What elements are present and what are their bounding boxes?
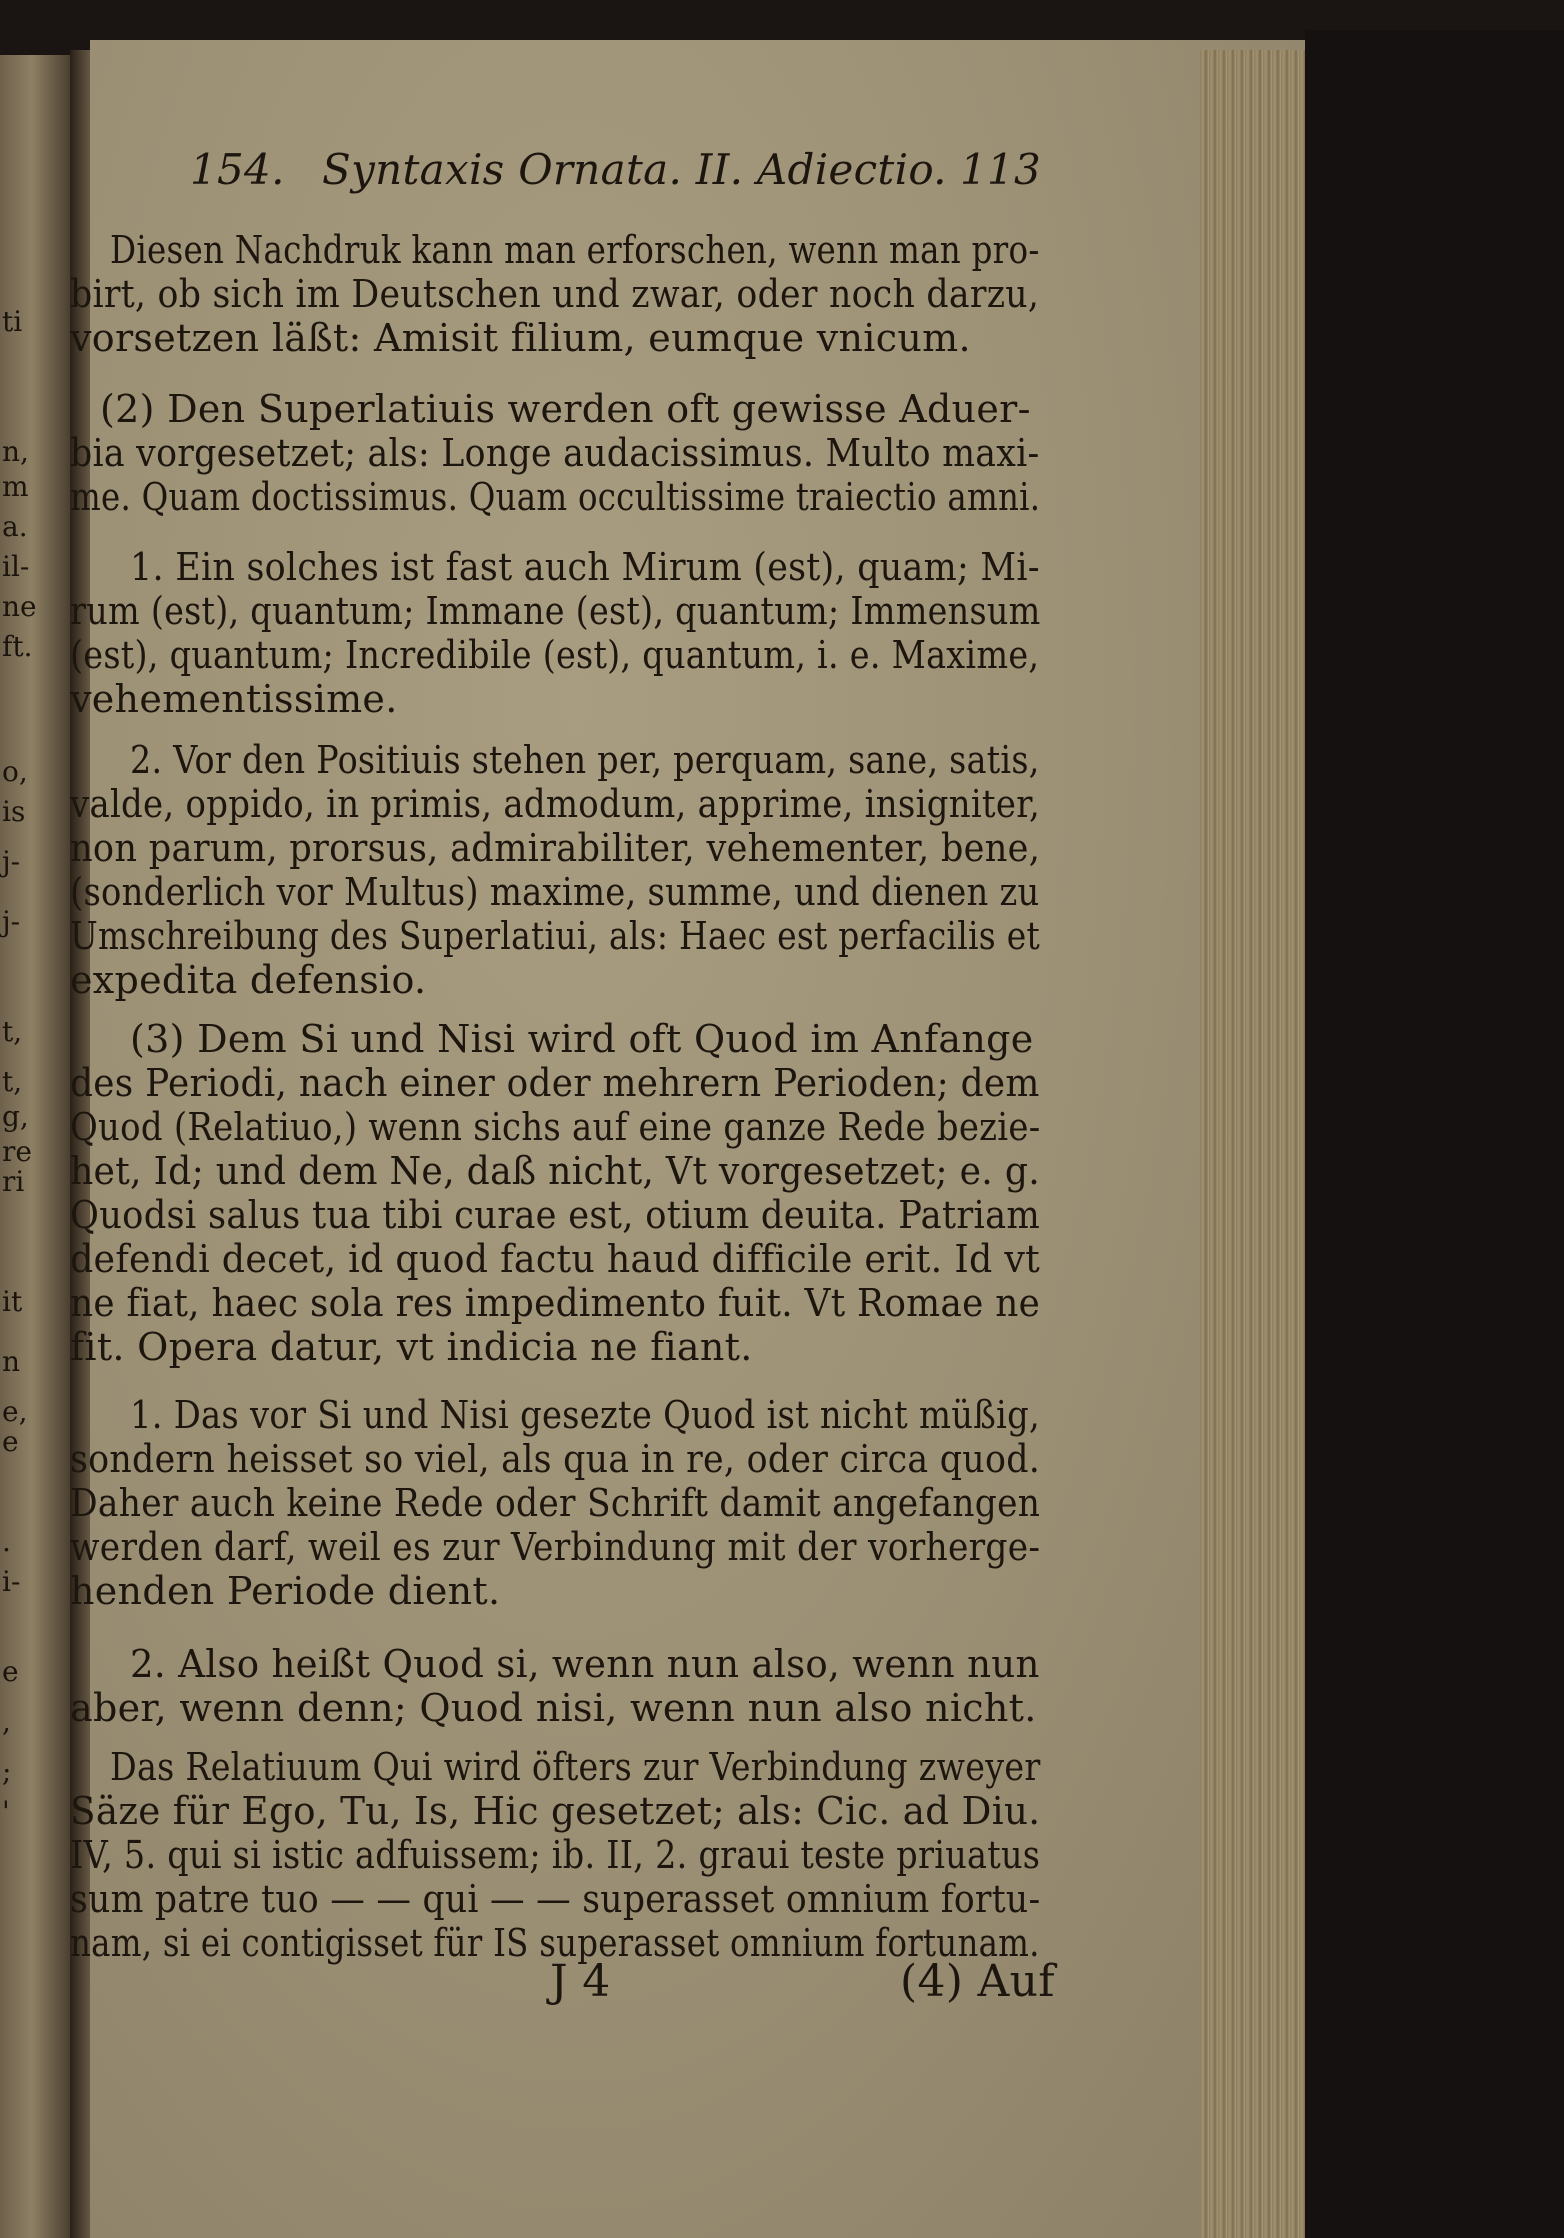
left-page-fragment: re bbox=[2, 1135, 32, 1168]
text-line: valde, oppido, in primis, admodum, apprime, insigniter, bbox=[70, 782, 1041, 826]
text-line: fit. Opera datur, vt indicia ne fiant. bbox=[70, 1325, 753, 1369]
text-line: vorsetzen läßt: Amisit filium, eumque vnicum. bbox=[70, 316, 971, 360]
left-page-fragment: m bbox=[2, 470, 29, 503]
text-line: (3) Dem Si und Nisi wird oft Quod im Anfange bbox=[130, 1017, 1034, 1061]
left-page-fragment: , bbox=[2, 1705, 11, 1738]
text-line: birt, ob sich im Deutschen und zwar, oder noch darzu, bbox=[70, 272, 1040, 316]
text-line: aber, wenn denn; Quod nisi, wenn nun also nicht. bbox=[70, 1686, 1037, 1730]
text-line: 2. Also heißt Quod si, wenn nun also, wenn nun bbox=[130, 1642, 1040, 1686]
text-line: henden Periode dient. bbox=[70, 1569, 501, 1613]
left-page-fragment: t, bbox=[2, 1065, 23, 1098]
running-head-title: Syntaxis Ornata. II. Adiectio. bbox=[322, 145, 947, 194]
text-line: (est), quantum; Incredibile (est), quantum, i. e. Maxime, bbox=[70, 633, 1040, 677]
text-line: Das Relatiuum Qui wird öfters zur Verbindung zweyer bbox=[110, 1745, 1041, 1789]
text-line: Quodsi salus tua tibi curae est, otium deuita. Patriam bbox=[70, 1193, 1041, 1237]
left-page-fragment: il- bbox=[2, 550, 30, 583]
left-page-fragment: ti bbox=[2, 305, 23, 338]
text-line: me. Quam doctissimus. Quam occultissime traiectio amni. bbox=[70, 475, 1041, 519]
text-line: (2) Den Superlatiuis werden oft gewisse Aduer- bbox=[100, 387, 1031, 431]
text-line: Daher auch keine Rede oder Schrift damit angefangen bbox=[70, 1481, 1041, 1525]
left-page-fragment: g, bbox=[2, 1100, 29, 1133]
text-line: Quod (Relatiuo,) wenn sichs auf eine ganze Rede bezie- bbox=[70, 1105, 1041, 1149]
text-line: Umschreibung des Superlatiui, als: Haec est perfacilis et bbox=[70, 914, 1040, 958]
left-page-fragment: i- bbox=[2, 1565, 21, 1598]
left-page-fragment: e bbox=[2, 1655, 19, 1688]
text-line: des Periodi, nach einer oder mehrern Perioden; dem bbox=[70, 1061, 1040, 1105]
left-page-fragment: n, bbox=[2, 435, 29, 468]
text-line: 1. Ein solches ist fast auch Mirum (est), quam; Mi- bbox=[130, 545, 1040, 589]
left-page-fragment: j- bbox=[2, 845, 21, 878]
text-line: werden darf, weil es zur Verbindung mit der vorherge- bbox=[70, 1525, 1041, 1569]
text-line: (sonderlich vor Multus) maxime, summe, und dienen zu bbox=[70, 870, 1040, 914]
left-page-fragment: ' bbox=[2, 1795, 10, 1828]
text-line: rum (est), quantum; Immane (est), quantum; Immensum bbox=[70, 589, 1041, 633]
left-page-fragment: e, bbox=[2, 1395, 28, 1428]
text-line: non parum, prorsus, admirabiliter, vehementer, bene, bbox=[70, 826, 1041, 870]
left-page-fragment: o, bbox=[2, 755, 28, 788]
text-line: defendi decet, id quod factu haud difficile erit. Id vt bbox=[70, 1237, 1041, 1281]
left-page-fragment: is bbox=[2, 795, 26, 828]
left-page-fragment: j- bbox=[2, 905, 21, 938]
text-line: Säze für Ego, Tu, Is, Hic gesetzet; als: Cic. ad Diu. bbox=[70, 1789, 1041, 1833]
left-page-fragment: ri bbox=[2, 1165, 25, 1198]
text-line: 2. Vor den Positiuis stehen per, perquam, sane, satis, bbox=[130, 738, 1040, 782]
left-page-fragment: . bbox=[2, 1525, 11, 1558]
text-line: IV, 5. qui si istic adfuissem; ib. II, 2. graui teste priuatus bbox=[70, 1833, 1041, 1877]
text-line: expedita defensio. bbox=[70, 958, 427, 1002]
left-page-fragment: it bbox=[2, 1285, 23, 1318]
text-line: Diesen Nachdruk kann man erforschen, wenn man pro- bbox=[110, 228, 1040, 272]
text-line: vehementissime. bbox=[70, 677, 398, 721]
left-page-fragment: ; bbox=[2, 1755, 12, 1788]
catchword: (4) Auf bbox=[900, 1956, 1055, 2007]
text-line: nam, si ei contigisset für IS superasset omnium fortunam. bbox=[70, 1921, 1040, 1965]
text-line: bia vorgesetzet; als: Longe audacissimus. Multo maxi- bbox=[70, 431, 1040, 475]
header-left-number: 154. bbox=[190, 145, 285, 194]
page-number: 113 bbox=[960, 145, 1042, 194]
left-page-fragment: a. bbox=[2, 510, 28, 543]
signature-mark: J 4 bbox=[550, 1956, 611, 2007]
text-line: ne fiat, haec sola res impedimento fuit. Vt Romae ne bbox=[70, 1281, 1041, 1325]
text-line: 1. Das vor Si und Nisi gesezte Quod ist nicht müßig, bbox=[130, 1393, 1040, 1437]
text-line: sum patre tuo — — qui — — superasset omnium fortu- bbox=[70, 1877, 1041, 1921]
text-line: sondern heisset so viel, als qua in re, oder circa quod. bbox=[70, 1437, 1041, 1481]
left-page-fragment: t, bbox=[2, 1015, 23, 1048]
left-page-fragment: ft. bbox=[2, 630, 33, 663]
text-line: het, Id; und dem Ne, daß nicht, Vt vorgesetzet; e. g. bbox=[70, 1149, 1041, 1193]
left-page-fragment: n bbox=[2, 1345, 21, 1378]
left-page-fragment: ne bbox=[2, 590, 37, 623]
left-page-fragment: e bbox=[2, 1425, 19, 1458]
